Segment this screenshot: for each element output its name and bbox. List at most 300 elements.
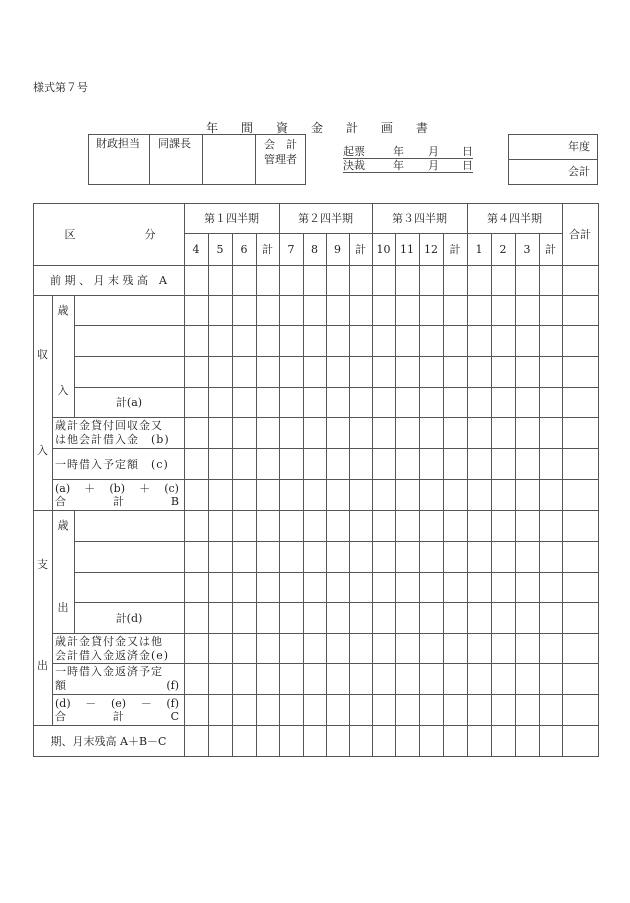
amount-cell[interactable] xyxy=(373,664,395,694)
amount-cell[interactable] xyxy=(396,603,419,633)
amount-cell[interactable] xyxy=(420,695,443,725)
amount-cell[interactable] xyxy=(209,695,232,725)
amount-cell[interactable] xyxy=(563,634,598,663)
amount-cell[interactable] xyxy=(304,357,326,387)
amount-cell[interactable] xyxy=(257,296,279,325)
amount-cell[interactable] xyxy=(185,296,208,325)
amount-cell[interactable] xyxy=(209,326,232,356)
amount-cell[interactable] xyxy=(280,449,303,479)
amount-cell[interactable] xyxy=(209,542,232,572)
amount-cell[interactable] xyxy=(540,542,562,572)
amount-cell[interactable] xyxy=(468,296,491,325)
amount-cell[interactable] xyxy=(209,634,232,663)
amount-cell[interactable] xyxy=(257,664,279,694)
amount-cell[interactable] xyxy=(280,511,303,541)
amount-cell[interactable] xyxy=(420,603,443,633)
amount-cell[interactable] xyxy=(540,695,562,725)
amount-cell[interactable] xyxy=(444,357,467,387)
amount-cell[interactable] xyxy=(233,480,256,510)
amount-cell[interactable] xyxy=(327,449,349,479)
amount-cell[interactable] xyxy=(233,695,256,725)
amount-cell[interactable] xyxy=(257,573,279,602)
amount-cell[interactable] xyxy=(468,603,491,633)
amount-cell[interactable] xyxy=(492,603,515,633)
amount-cell[interactable] xyxy=(327,726,349,756)
amount-cell[interactable] xyxy=(373,695,395,725)
amount-cell[interactable] xyxy=(304,418,326,448)
amount-cell[interactable] xyxy=(373,388,395,417)
amount-cell[interactable] xyxy=(420,480,443,510)
amount-cell[interactable] xyxy=(304,726,326,756)
amount-cell[interactable] xyxy=(185,388,208,417)
amount-cell[interactable] xyxy=(280,296,303,325)
amount-cell[interactable] xyxy=(396,388,419,417)
amount-cell[interactable] xyxy=(209,296,232,325)
title-char: 画 xyxy=(380,121,393,135)
amount-cell[interactable] xyxy=(492,634,515,663)
amount-cell[interactable] xyxy=(233,449,256,479)
amount-cell[interactable] xyxy=(327,511,349,541)
amount-cell[interactable] xyxy=(540,388,562,417)
amount-cell[interactable] xyxy=(233,542,256,572)
amount-cell[interactable] xyxy=(257,326,279,356)
amount-cell[interactable] xyxy=(209,664,232,694)
amount-cell[interactable] xyxy=(280,664,303,694)
amount-cell[interactable] xyxy=(304,573,326,602)
amount-cell[interactable] xyxy=(420,326,443,356)
amount-cell[interactable] xyxy=(209,449,232,479)
amount-cell[interactable] xyxy=(563,388,598,417)
amount-cell[interactable] xyxy=(492,480,515,510)
amount-cell[interactable] xyxy=(420,296,443,325)
amount-cell[interactable] xyxy=(185,634,208,663)
amount-cell[interactable] xyxy=(516,326,539,356)
amount-cell[interactable] xyxy=(563,418,598,448)
amount-cell[interactable] xyxy=(350,357,372,387)
amount-cell[interactable] xyxy=(280,726,303,756)
amount-cell[interactable] xyxy=(444,449,467,479)
amount-cell[interactable] xyxy=(444,695,467,725)
amount-cell[interactable] xyxy=(257,266,279,295)
approval-finance: 財政担当 xyxy=(96,137,140,150)
amount-cell[interactable] xyxy=(185,449,208,479)
amount-cell[interactable] xyxy=(327,296,349,325)
amount-cell[interactable] xyxy=(209,388,232,417)
amount-cell[interactable] xyxy=(492,357,515,387)
amount-cell[interactable] xyxy=(280,480,303,510)
amount-cell[interactable] xyxy=(373,542,395,572)
amount-cell[interactable] xyxy=(233,357,256,387)
amount-cell[interactable] xyxy=(540,480,562,510)
amount-cell[interactable] xyxy=(396,296,419,325)
amount-cell[interactable] xyxy=(420,511,443,541)
amount-cell[interactable] xyxy=(444,266,467,295)
amount-cell[interactable] xyxy=(563,573,598,602)
amount-cell[interactable] xyxy=(563,357,598,387)
expense-total-label xyxy=(55,694,179,725)
amount-cell[interactable] xyxy=(327,326,349,356)
amount-cell[interactable] xyxy=(373,357,395,387)
label-token: (b) xyxy=(109,481,125,495)
amount-cell[interactable] xyxy=(350,296,372,325)
amount-cell[interactable] xyxy=(233,326,256,356)
amount-cell[interactable] xyxy=(444,634,467,663)
title-char: 資 xyxy=(275,121,288,135)
amount-cell[interactable] xyxy=(492,695,515,725)
amount-cell[interactable] xyxy=(396,511,419,541)
amount-cell[interactable] xyxy=(185,664,208,694)
amount-cell[interactable] xyxy=(468,511,491,541)
amount-cell[interactable] xyxy=(396,573,419,602)
expense-sub-label: 歳 xyxy=(57,519,69,532)
amount-cell[interactable] xyxy=(516,266,539,295)
amount-cell[interactable] xyxy=(563,266,598,295)
amount-cell[interactable] xyxy=(257,695,279,725)
amount-cell[interactable] xyxy=(185,542,208,572)
amount-cell[interactable] xyxy=(373,266,395,295)
amount-cell[interactable] xyxy=(350,726,372,756)
amount-cell[interactable] xyxy=(444,664,467,694)
amount-cell[interactable] xyxy=(280,695,303,725)
closing-balance-label: 期、月末残高 A＋B－C xyxy=(50,734,167,748)
amount-cell[interactable] xyxy=(257,511,279,541)
amount-cell[interactable] xyxy=(350,573,372,602)
amount-cell[interactable] xyxy=(185,603,208,633)
temp-repay-label xyxy=(55,664,179,694)
amount-cell[interactable] xyxy=(350,695,372,725)
amount-cell[interactable] xyxy=(233,266,256,295)
amount-cell[interactable] xyxy=(396,418,419,448)
amount-cell[interactable] xyxy=(280,573,303,602)
category-label: 区 xyxy=(64,228,76,241)
amount-cell[interactable] xyxy=(396,266,419,295)
amount-cell[interactable] xyxy=(350,664,372,694)
amount-cell[interactable] xyxy=(257,480,279,510)
amount-cell[interactable] xyxy=(468,634,491,663)
temp-borrow-label: 一時借入予定額 (c) xyxy=(55,457,169,471)
amount-cell[interactable] xyxy=(257,388,279,417)
amount-cell[interactable] xyxy=(396,695,419,725)
amount-cell[interactable] xyxy=(373,726,395,756)
amount-cell[interactable] xyxy=(257,542,279,572)
amount-cell[interactable] xyxy=(444,542,467,572)
amount-cell[interactable] xyxy=(444,296,467,325)
amount-cell[interactable] xyxy=(444,480,467,510)
amount-cell[interactable] xyxy=(563,511,598,541)
amount-cell[interactable] xyxy=(563,695,598,725)
amount-cell[interactable] xyxy=(516,695,539,725)
amount-cell[interactable] xyxy=(233,664,256,694)
amount-cell[interactable] xyxy=(468,726,491,756)
table-rule xyxy=(33,295,184,296)
amount-cell[interactable] xyxy=(420,388,443,417)
amount-cell[interactable] xyxy=(209,603,232,633)
amount-cell[interactable] xyxy=(444,573,467,602)
amount-cell[interactable] xyxy=(304,449,326,479)
amount-cell[interactable] xyxy=(420,573,443,602)
amount-cell[interactable] xyxy=(540,266,562,295)
amount-cell[interactable] xyxy=(185,480,208,510)
amount-cell[interactable] xyxy=(420,418,443,448)
amount-cell[interactable] xyxy=(233,511,256,541)
amount-cell[interactable] xyxy=(280,326,303,356)
amount-cell[interactable] xyxy=(420,266,443,295)
amount-cell[interactable] xyxy=(516,296,539,325)
amount-cell[interactable] xyxy=(468,480,491,510)
amount-cell[interactable] xyxy=(444,388,467,417)
amount-cell[interactable] xyxy=(209,480,232,510)
amount-cell[interactable] xyxy=(540,357,562,387)
opening-balance-label: 前 期 、 月 末 残 高 A xyxy=(50,274,167,287)
amount-cell[interactable] xyxy=(492,266,515,295)
amount-cell[interactable] xyxy=(540,573,562,602)
amount-cell[interactable] xyxy=(396,449,419,479)
amount-cell[interactable] xyxy=(373,634,395,663)
amount-cell[interactable] xyxy=(563,726,598,756)
amount-cell[interactable] xyxy=(257,449,279,479)
amount-cell[interactable] xyxy=(516,664,539,694)
table-rule xyxy=(598,203,599,756)
amount-cell[interactable] xyxy=(233,726,256,756)
amount-cell[interactable] xyxy=(373,511,395,541)
amount-cell[interactable] xyxy=(492,573,515,602)
amount-cell[interactable] xyxy=(304,634,326,663)
amount-cell[interactable] xyxy=(563,326,598,356)
amount-cell[interactable] xyxy=(257,726,279,756)
amount-cell[interactable] xyxy=(327,542,349,572)
amount-cell[interactable] xyxy=(563,542,598,572)
amount-cell[interactable] xyxy=(350,266,372,295)
amount-cell[interactable] xyxy=(516,634,539,663)
amount-cell[interactable] xyxy=(233,573,256,602)
amount-cell[interactable] xyxy=(516,573,539,602)
amount-cell[interactable] xyxy=(350,511,372,541)
amount-cell[interactable] xyxy=(233,634,256,663)
table-rule xyxy=(74,541,184,542)
amount-cell[interactable] xyxy=(185,573,208,602)
amount-cell[interactable] xyxy=(540,296,562,325)
amount-cell[interactable] xyxy=(444,603,467,633)
amount-cell[interactable] xyxy=(280,388,303,417)
amount-cell[interactable] xyxy=(304,480,326,510)
amount-cell[interactable] xyxy=(233,603,256,633)
amount-cell[interactable] xyxy=(373,603,395,633)
amount-cell[interactable] xyxy=(516,418,539,448)
amount-cell[interactable] xyxy=(327,480,349,510)
amount-cell[interactable] xyxy=(563,603,598,633)
amount-cell[interactable] xyxy=(373,480,395,510)
amount-cell[interactable] xyxy=(185,266,208,295)
amount-cell[interactable] xyxy=(350,603,372,633)
amount-cell[interactable] xyxy=(420,634,443,663)
amount-cell[interactable] xyxy=(304,664,326,694)
label-line xyxy=(55,710,179,723)
amount-cell[interactable] xyxy=(350,449,372,479)
amount-cell[interactable] xyxy=(444,726,467,756)
amount-cell[interactable] xyxy=(373,418,395,448)
amount-cell[interactable] xyxy=(257,634,279,663)
amount-cell[interactable] xyxy=(304,388,326,417)
amount-cell[interactable] xyxy=(350,480,372,510)
amount-cell[interactable] xyxy=(373,449,395,479)
amount-cell[interactable] xyxy=(444,326,467,356)
amount-cell[interactable] xyxy=(492,542,515,572)
amount-cell[interactable] xyxy=(420,726,443,756)
amount-cell[interactable] xyxy=(516,357,539,387)
amount-cell[interactable] xyxy=(209,573,232,602)
amount-cell[interactable] xyxy=(444,418,467,448)
amount-cell[interactable] xyxy=(516,603,539,633)
grand-total-header: 合計 xyxy=(569,228,591,241)
label-token: ＋ xyxy=(84,481,96,495)
quarter-header: 第２四半期 xyxy=(298,212,353,225)
month-header: 8 xyxy=(311,242,318,256)
amount-cell[interactable] xyxy=(396,480,419,510)
amount-cell[interactable] xyxy=(492,726,515,756)
table-rule xyxy=(52,295,53,510)
amount-cell[interactable] xyxy=(492,326,515,356)
amount-cell[interactable] xyxy=(327,573,349,602)
amount-cell[interactable] xyxy=(350,634,372,663)
amount-cell[interactable] xyxy=(327,418,349,448)
amount-cell[interactable] xyxy=(350,418,372,448)
amount-cell[interactable] xyxy=(468,266,491,295)
amount-cell[interactable] xyxy=(233,296,256,325)
amount-cell[interactable] xyxy=(492,296,515,325)
amount-cell[interactable] xyxy=(373,296,395,325)
amount-cell[interactable] xyxy=(468,573,491,602)
amount-cell[interactable] xyxy=(209,511,232,541)
amount-cell[interactable] xyxy=(209,418,232,448)
amount-cell[interactable] xyxy=(468,449,491,479)
amount-cell[interactable] xyxy=(396,542,419,572)
amount-cell[interactable] xyxy=(257,603,279,633)
amount-cell[interactable] xyxy=(420,542,443,572)
title-char: 間 xyxy=(240,121,253,135)
amount-cell[interactable] xyxy=(396,357,419,387)
amount-cell[interactable] xyxy=(209,726,232,756)
amount-cell[interactable] xyxy=(396,634,419,663)
amount-cell[interactable] xyxy=(563,480,598,510)
amount-cell[interactable] xyxy=(540,418,562,448)
amount-cell[interactable] xyxy=(420,664,443,694)
amount-cell[interactable] xyxy=(516,449,539,479)
amount-cell[interactable] xyxy=(327,664,349,694)
amount-cell[interactable] xyxy=(373,573,395,602)
amount-cell[interactable] xyxy=(516,480,539,510)
amount-cell[interactable] xyxy=(185,418,208,448)
amount-cell[interactable] xyxy=(280,418,303,448)
decided-date: 決裁 年 月 日 xyxy=(343,159,473,172)
amount-cell[interactable] xyxy=(492,511,515,541)
loan-recovery-label xyxy=(55,418,184,448)
amount-cell[interactable] xyxy=(304,266,326,295)
income-sub-label: 入 xyxy=(57,384,69,397)
amount-cell[interactable] xyxy=(516,511,539,541)
amount-cell[interactable] xyxy=(468,664,491,694)
fiscal-year: 年度 xyxy=(568,140,590,153)
amount-cell[interactable] xyxy=(468,542,491,572)
amount-cell[interactable] xyxy=(257,418,279,448)
amount-cell[interactable] xyxy=(327,266,349,295)
amount-cell[interactable] xyxy=(540,326,562,356)
amount-cell[interactable] xyxy=(396,326,419,356)
amount-cell[interactable] xyxy=(396,726,419,756)
amount-cell[interactable] xyxy=(540,726,562,756)
label-token: (d) xyxy=(55,696,71,710)
amount-cell[interactable] xyxy=(563,664,598,694)
amount-cell[interactable] xyxy=(185,357,208,387)
amount-cell[interactable] xyxy=(185,726,208,756)
amount-cell[interactable] xyxy=(468,388,491,417)
amount-cell[interactable] xyxy=(350,542,372,572)
amount-cell[interactable] xyxy=(540,603,562,633)
amount-cell[interactable] xyxy=(327,695,349,725)
amount-cell[interactable] xyxy=(304,326,326,356)
amount-cell[interactable] xyxy=(280,357,303,387)
label-line xyxy=(55,495,179,508)
amount-cell[interactable] xyxy=(304,542,326,572)
amount-cell[interactable] xyxy=(233,388,256,417)
amount-cell[interactable] xyxy=(420,357,443,387)
amount-cell[interactable] xyxy=(492,388,515,417)
amount-cell[interactable] xyxy=(304,695,326,725)
amount-cell[interactable] xyxy=(185,695,208,725)
amount-cell[interactable] xyxy=(492,449,515,479)
amount-cell[interactable] xyxy=(468,357,491,387)
amount-cell[interactable] xyxy=(468,418,491,448)
amount-cell[interactable] xyxy=(304,511,326,541)
amount-cell[interactable] xyxy=(420,449,443,479)
amount-cell[interactable] xyxy=(327,357,349,387)
amount-cell[interactable] xyxy=(540,634,562,663)
amount-cell[interactable] xyxy=(350,326,372,356)
amount-cell[interactable] xyxy=(304,603,326,633)
amount-cell[interactable] xyxy=(444,511,467,541)
amount-cell[interactable] xyxy=(492,664,515,694)
amount-cell[interactable] xyxy=(327,388,349,417)
amount-cell[interactable] xyxy=(280,266,303,295)
amount-cell[interactable] xyxy=(540,511,562,541)
amount-cell[interactable] xyxy=(327,634,349,663)
amount-cell[interactable] xyxy=(563,449,598,479)
amount-cell[interactable] xyxy=(280,542,303,572)
amount-cell[interactable] xyxy=(185,511,208,541)
amount-cell[interactable] xyxy=(209,357,232,387)
amount-cell[interactable] xyxy=(209,266,232,295)
amount-cell[interactable] xyxy=(492,418,515,448)
amount-cell[interactable] xyxy=(540,449,562,479)
amount-cell[interactable] xyxy=(327,603,349,633)
amount-cell[interactable] xyxy=(350,388,372,417)
quarter-header: 第１四半期 xyxy=(204,212,259,225)
amount-cell[interactable] xyxy=(304,296,326,325)
amount-cell[interactable] xyxy=(280,603,303,633)
amount-cell[interactable] xyxy=(185,326,208,356)
amount-cell[interactable] xyxy=(468,695,491,725)
amount-cell[interactable] xyxy=(516,542,539,572)
amount-cell[interactable] xyxy=(468,326,491,356)
amount-cell[interactable] xyxy=(516,726,539,756)
amount-cell[interactable] xyxy=(516,388,539,417)
amount-cell[interactable] xyxy=(540,664,562,694)
amount-cell[interactable] xyxy=(257,357,279,387)
amount-cell[interactable] xyxy=(233,418,256,448)
amount-cell[interactable] xyxy=(563,296,598,325)
amount-cell[interactable] xyxy=(396,664,419,694)
amount-cell[interactable] xyxy=(280,634,303,663)
amount-cell[interactable] xyxy=(373,326,395,356)
